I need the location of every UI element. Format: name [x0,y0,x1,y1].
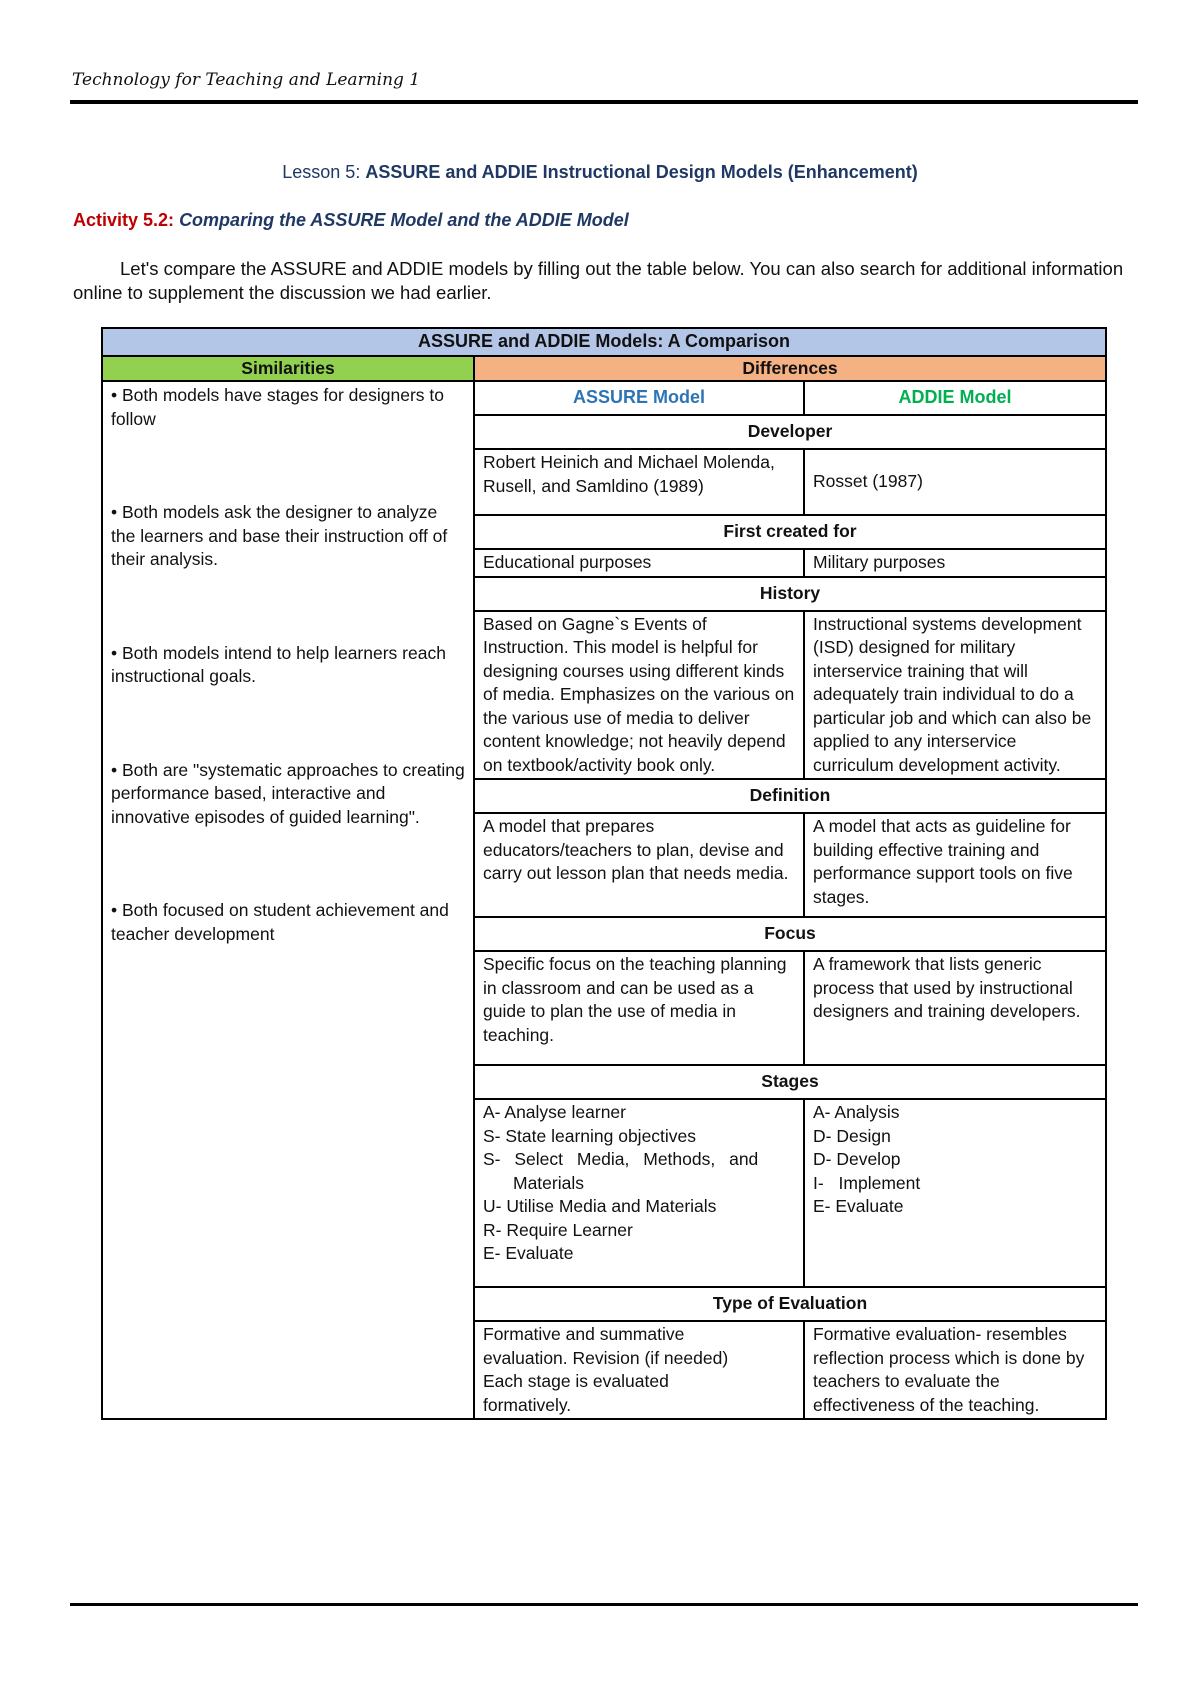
stage-line: E- Evaluate [813,1196,904,1216]
addie-focus: A framework that lists generic process that used by instructional designers and training developers. [804,951,1106,1065]
addie-model-header: ADDIE Model [804,381,1106,415]
footer-rule [70,1603,1138,1606]
section-focus: Focus [474,917,1106,951]
activity-name: Comparing the ASSURE Model and the ADDIE Model [179,210,629,230]
evaluation-line: Formative and summative [483,1324,685,1344]
similarity-item: • Both models have stages for designers to follow [111,385,444,429]
assure-history: Based on Gagne`s Events of Instruction. This model is helpful for designing courses using different kinds of media. Emphasizes on the various on the various use of media to deliver content knowledge; not heavily depend on textbook/activity book only. [474,611,804,780]
stage-line: S- State learning objectives [483,1125,697,1146]
section-evaluation: Type of Evaluation [474,1287,1106,1321]
addie-evaluation: Formative evaluation- resembles reflection process which is done by teachers to evaluate the effectiveness of the teaching. [804,1321,1106,1419]
running-header: Technology for Teaching and Learning 1 [72,70,421,90]
stage-line: A- Analysis [813,1102,900,1122]
assure-model-header: ASSURE Model [474,381,804,415]
similarity-item: • Both models ask the designer to analyze the learners and base their instruction off of their analysis. [111,502,448,569]
similarity-item: • Both models intend to help learners reach instructional goals. [111,642,446,686]
similarity-item: • Both are "systematic approaches to creating performance based, interactive and innovative episodes of guided learning". [111,759,465,827]
addie-history: Instructional systems development (ISD) designed for military interservice training that will adequately train individual to do a particular job and which can also be applied to any interservice curriculum development activity. [804,611,1106,780]
addie-first-created: Military purposes [804,549,1106,577]
stage-line: I- Implement [813,1172,921,1193]
section-history: History [474,577,1106,611]
table-title: ASSURE and ADDIE Models: A Comparison [102,328,1106,356]
stage-line: A- Analyse learner [483,1102,626,1122]
stage-line: U- Utilise Media and Materials [483,1196,717,1216]
lesson-name: ASSURE and ADDIE Instructional Design Models (Enhancement) [365,162,918,182]
section-stages: Stages [474,1065,1106,1099]
section-definition: Definition [474,779,1106,813]
differences-header: Differences [474,356,1106,382]
assure-developer: Robert Heinich and Michael Molenda, Rusell, and Samldino (1989) [474,449,804,515]
stage-line: R- Require Learner [483,1219,633,1240]
assure-focus: Specific focus on the teaching planning in classroom and can be used as a guide to plan the use of media in teaching. [474,951,804,1065]
evaluation-line: formatively. [483,1394,572,1415]
header-rule [70,100,1138,104]
addie-stages [804,1099,1106,1287]
intro-paragraph: Let's compare the ASSURE and ADDIE models by filling out the table below. You can also search for additional information online to supplement the discussion we had earlier. [73,258,1124,303]
assure-definition: A model that prepares educators/teachers to plan, devise and carry out lesson plan that needs media. [474,813,804,917]
stage-line: D- Design [813,1125,891,1146]
activity-title [73,210,629,231]
addie-definition: A model that acts as guideline for building effective training and performance support tools on five stages. [804,813,1106,917]
section-developer: Developer [474,415,1106,449]
lesson-prefix: Lesson 5: [282,162,366,182]
stage-line: D- Develop [813,1149,901,1169]
activity-label: Activity 5.2: [73,210,175,230]
section-first-created: First created for [474,515,1106,549]
stage-line: Materials [513,1172,584,1193]
evaluation-line: evaluation. Revision (if needed) [483,1347,729,1368]
lesson-title [0,162,1200,183]
assure-evaluation [474,1321,804,1419]
addie-developer: Rosset (1987) [804,449,1106,515]
evaluation-line: Each stage is evaluated [483,1371,669,1391]
assure-stages [474,1099,804,1287]
stage-line: E- Evaluate [483,1243,574,1263]
comparison-table [101,327,1107,1420]
stage-line: S- Select Media, Methods, and [483,1149,759,1169]
similarities-header: Similarities [102,356,474,382]
similarities-list [102,381,474,1419]
similarity-item: • Both focused on student achievement and teacher development [111,900,449,944]
assure-first-created: Educational purposes [474,549,804,577]
